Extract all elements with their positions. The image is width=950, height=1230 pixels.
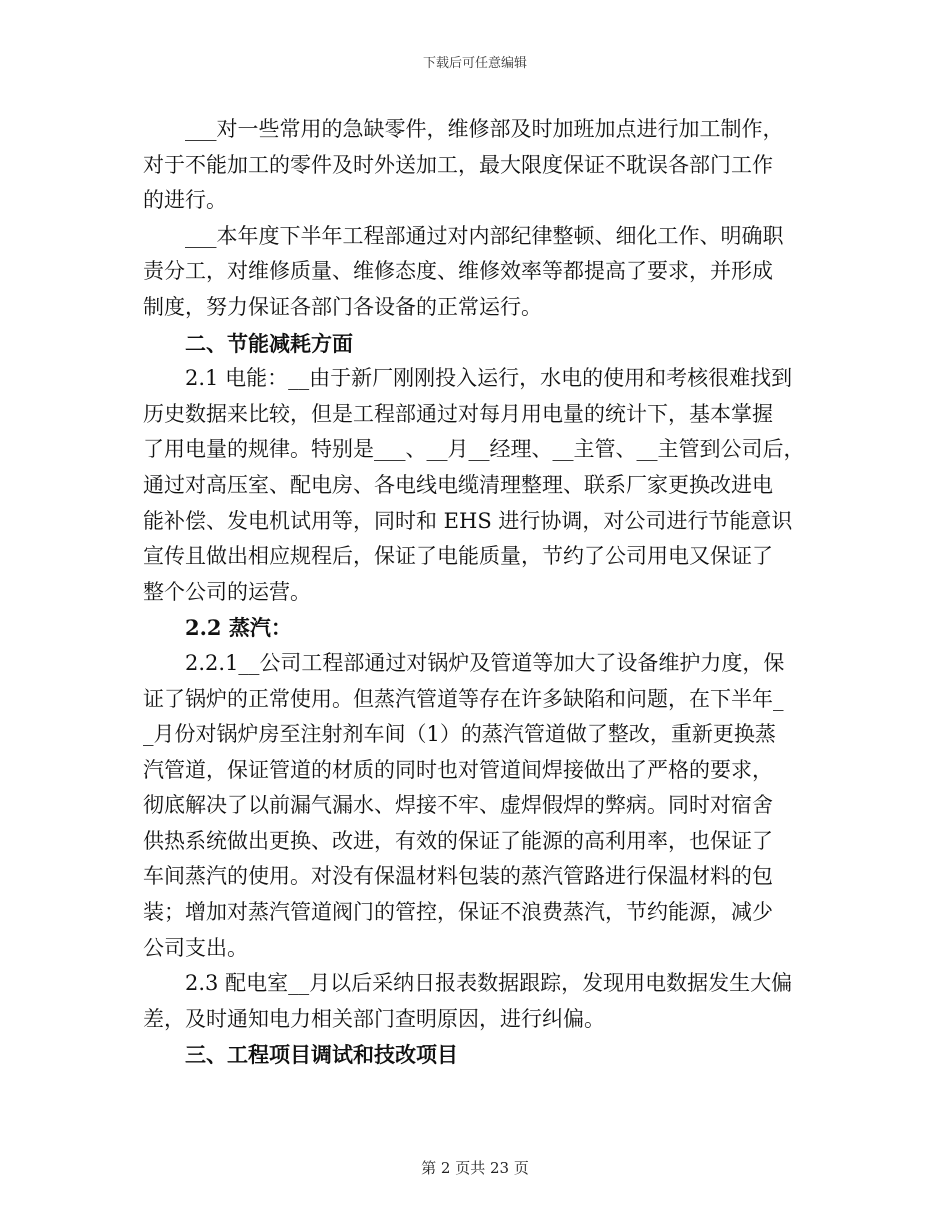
paragraph-electricity xyxy=(143,361,815,610)
paragraph-discipline xyxy=(143,219,815,326)
paragraph-line: 装；增加对蒸汽管道阀门的管控，保证不浪费蒸汽，节约能源，减少 xyxy=(143,900,773,925)
paragraph-line: 车间蒸汽的使用。对没有保温材料包装的蒸汽管路进行保温材料的包 xyxy=(143,864,773,889)
paragraph-distribution-room xyxy=(143,966,815,1037)
paragraph-line: ___对一些常用的急缺零件，维修部及时加班加点进行加工制作， xyxy=(185,117,784,141)
document-body xyxy=(143,112,815,1073)
page-header: 下载后可任意编辑 xyxy=(422,56,527,71)
paragraph-line: 责分工，对维修质量、维修态度、维修效率等都提高了要求，并形成 xyxy=(143,259,773,284)
paragraph-line: 制度，努力保证各部门各设备的正常运行。 xyxy=(143,294,542,319)
paragraph-line: 2.3 配电室__月以后采纳日报表数据跟踪，发现用电数据发生大偏 xyxy=(185,971,793,996)
paragraph-line: 差，及时通知电力相关部门查明原因，进行纠偏。 xyxy=(143,1006,605,1031)
paragraph-line: 的进行。 xyxy=(143,188,227,213)
paragraph-line: 2.2.1__公司工程部通过对锅炉及管道等加大了设备维护力度，保 xyxy=(185,650,785,675)
paragraph-line: _月份对锅炉房至注射剂车间（1）的蒸汽管道做了整改，重新更换蒸 xyxy=(143,722,776,747)
paragraph-line: 彻底解决了以前漏气漏水、焊接不牢、虚焊假焊的弊病。同时对宿舍 xyxy=(143,793,773,818)
subsection-heading-steam: 2.2 蒸汽： xyxy=(185,615,292,641)
paragraph-line: 证了锅炉的正常使用。但蒸汽管道等存在许多缺陷和问题，在下半年_ xyxy=(143,686,784,711)
paragraph-line: 公司支出。 xyxy=(143,935,248,960)
paragraph-line: 整个公司的运营。 xyxy=(143,579,311,604)
paragraph-line: 了用电量的规律。特别是___、__月__经理、__主管、__主管到公司后， xyxy=(143,437,805,462)
paragraph-line: 汽管道，保证管道的材质的同时也对管道间焊接做出了严格的要求， xyxy=(143,757,773,782)
paragraph-spare-parts xyxy=(143,112,815,219)
paragraph-line: 供热系统做出更换、改进，有效的保证了能源的高利用率，也保证了 xyxy=(143,828,773,853)
paragraph-line: 历史数据来比较，但是工程部通过对每月用电量的统计下，基本掌握 xyxy=(143,401,773,426)
page-number-footer: 第 2 页共 23 页 xyxy=(421,1159,529,1177)
section-heading-engineering-projects: 三、工程项目调试和技改项目 xyxy=(185,1042,458,1068)
paragraph-steam xyxy=(143,646,815,966)
paragraph-line: 2.1 电能：__由于新厂刚刚投入运行，水电的使用和考核很难找到 xyxy=(185,366,793,391)
paragraph-line: 能补偿、发电机试用等，同时和 EHS 进行协调，对公司进行节能意识 xyxy=(143,508,793,533)
section-heading-energy-saving: 二、节能减耗方面 xyxy=(185,330,353,356)
paragraph-line: ___本年度下半年工程部通过对内部纪律整顿、细化工作、明确职 xyxy=(185,223,784,248)
paragraph-line: 对于不能加工的零件及时外送加工，最大限度保证不耽误各部门工作 xyxy=(143,152,773,177)
paragraph-line: 通过对高压室、配电房、各电线电缆清理整理、联系厂家更换改进电 xyxy=(143,472,773,497)
paragraph-line: 宣传且做出相应规程后，保证了电能质量，节约了公司用电又保证了 xyxy=(143,544,773,569)
